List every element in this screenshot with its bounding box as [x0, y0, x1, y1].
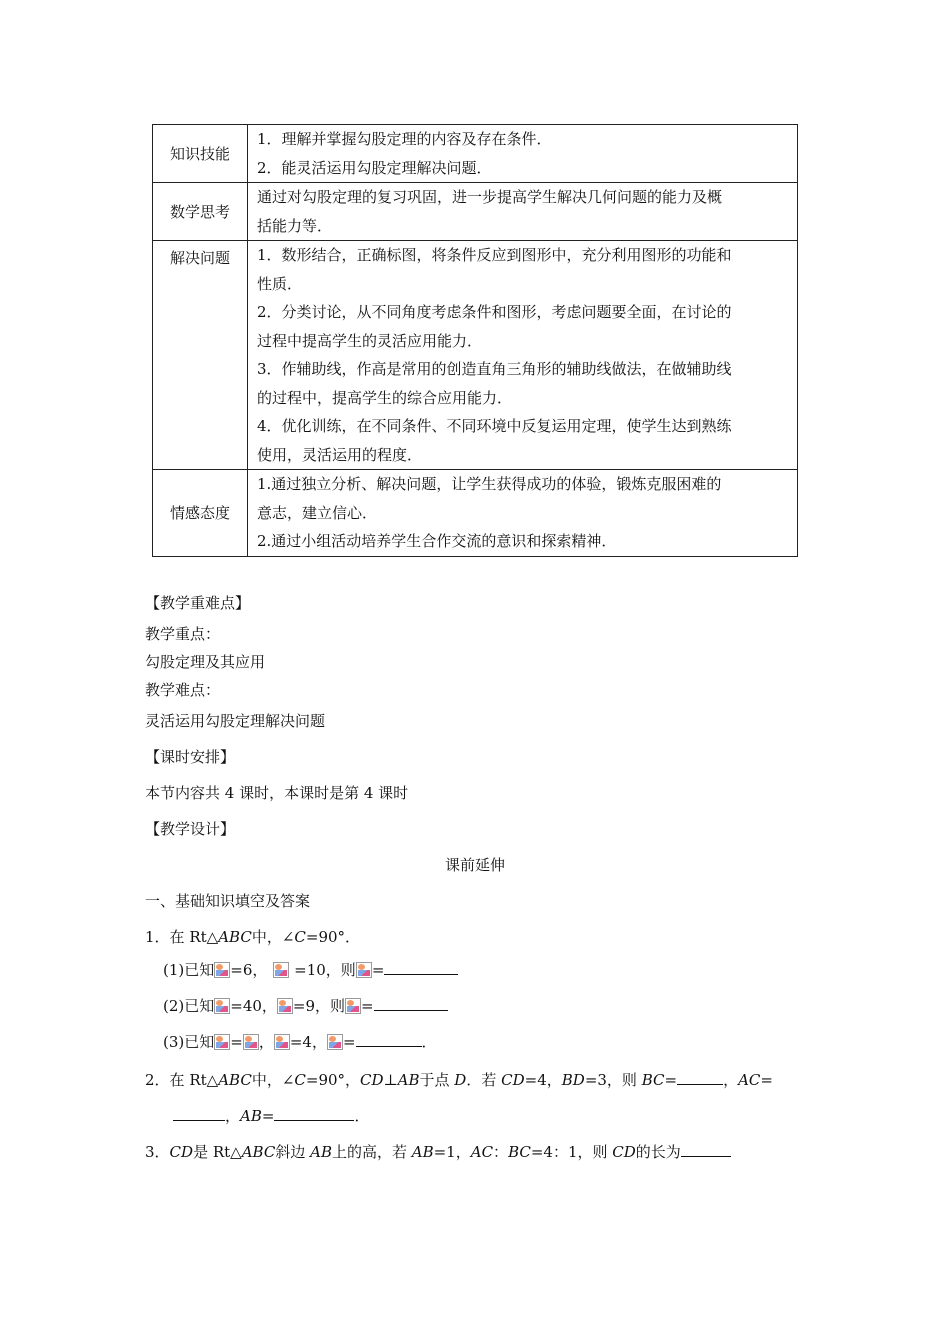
q-text: ：	[493, 1143, 509, 1161]
q-text: 在 Rt△	[169, 928, 219, 946]
q-var: BD	[561, 1071, 585, 1089]
broken-image-icon	[327, 1034, 343, 1050]
q-var: CD	[360, 1071, 384, 1089]
answer-blank[interactable]	[274, 1106, 354, 1121]
question-1-part-2	[163, 996, 448, 1016]
q-var: AC	[738, 1071, 761, 1089]
q-var: ABC	[218, 928, 252, 946]
q-text: =6，	[230, 961, 268, 979]
content-line: 的过程中，提高学生的综合应用能力．	[257, 388, 513, 407]
q-var: AB	[397, 1071, 420, 1089]
q-var: ABC	[241, 1143, 276, 1161]
focus-label: 教学重点：	[145, 625, 221, 643]
question-number: 1．	[145, 928, 170, 946]
design-heading: 【教学设计】	[145, 820, 236, 838]
q-text: =	[261, 1107, 275, 1125]
question-number: 2．	[145, 1071, 170, 1089]
q-text: =3，则	[584, 1071, 642, 1089]
section-title: 课前延伸	[444, 856, 505, 874]
content-line: 4．优化训练，在不同条件、不同环境中反复运用定理，使学生达到熟练	[257, 417, 732, 435]
part-title: 一、基础知识填空及答案	[145, 892, 311, 910]
q-text: 于点	[419, 1071, 455, 1089]
broken-image-icon	[214, 998, 230, 1014]
q-text: =4：1，则	[530, 1143, 613, 1161]
q-text: ．	[421, 1033, 437, 1051]
content-line: 1.通过独立分析、解决问题，让学生获得成功的体验，锻炼克服困难的	[257, 475, 722, 493]
key-points-heading: 【教学重难点】	[145, 594, 251, 612]
broken-image-icon	[214, 1034, 230, 1050]
q-var: AB	[411, 1143, 434, 1161]
q-text: ．若	[466, 1071, 502, 1089]
q-text: ，	[225, 1107, 241, 1125]
broken-image-icon	[345, 998, 361, 1014]
question-2	[145, 1070, 773, 1090]
q-var: C	[294, 1071, 306, 1089]
content-line: 3．作辅助线，作高是常用的创造直角三角形的辅助线做法，在做辅助线	[257, 360, 732, 378]
difficulty-text: 灵活运用勾股定理解决问题	[145, 712, 326, 730]
broken-image-icon	[273, 962, 289, 978]
q-text: =	[760, 1071, 773, 1089]
row-content	[248, 470, 798, 557]
answer-blank[interactable]	[384, 960, 458, 975]
q-var: AB	[240, 1107, 262, 1125]
table-row	[153, 183, 798, 241]
row-content	[248, 183, 798, 241]
content-line: 意志，建立信心．	[257, 503, 378, 522]
content-line: 2.通过小组活动培养学生合作交流的意识和探索精神．	[257, 532, 617, 550]
q-text: ，	[258, 1033, 274, 1051]
q-text: ，	[723, 1071, 739, 1089]
q-var: C	[294, 928, 306, 946]
q-text: 的长为	[635, 1143, 681, 1161]
q-text: =90°，	[305, 1071, 361, 1089]
content-line: 1．数形结合，正确标图，将条件反应到图形中，充分利用图形的功能和	[257, 246, 732, 264]
q-text: =	[342, 1033, 356, 1051]
broken-image-icon	[274, 1034, 290, 1050]
q-var: AB	[310, 1143, 332, 1161]
q-text: 是 Rt△	[193, 1143, 242, 1161]
question-1-part-1	[163, 960, 458, 980]
content-line: 性质．	[257, 274, 303, 293]
row-content	[248, 241, 798, 470]
question-1	[145, 927, 360, 947]
row-label: 情感态度	[153, 470, 248, 557]
row-label: 知识技能	[153, 125, 248, 183]
difficulty-label: 教学难点：	[145, 681, 221, 699]
broken-image-icon	[243, 1034, 259, 1050]
q-var: CD	[501, 1071, 525, 1089]
content-line: 使用，灵活运用的程度．	[257, 445, 423, 464]
q-text: 斜边	[275, 1143, 311, 1161]
q-text: ．	[354, 1107, 370, 1125]
q-text: 上的高，若	[331, 1143, 412, 1161]
question-number: 3．	[145, 1143, 170, 1161]
content-line: 过程中提高学生的灵活应用能力．	[257, 331, 483, 350]
q-text: =	[371, 961, 385, 979]
q-text: (2)已知	[163, 997, 215, 1015]
q-text: (1)已知	[163, 961, 215, 979]
q-var: BC	[641, 1071, 665, 1089]
q-text: 中，∠	[251, 928, 295, 946]
q-text: =40，	[230, 997, 277, 1015]
broken-image-icon	[356, 962, 372, 978]
table-row	[153, 241, 798, 470]
content-line: 1．理解并掌握勾股定理的内容及存在条件．	[257, 130, 552, 148]
q-text: =90°．	[305, 928, 361, 946]
broken-image-icon	[277, 998, 293, 1014]
row-label: 解决问题	[153, 241, 248, 470]
schedule-heading: 【课时安排】	[145, 748, 236, 766]
q-text: 在 Rt△	[169, 1071, 219, 1089]
q-text: =10，则	[289, 961, 356, 979]
q-var: BC	[508, 1143, 531, 1161]
teaching-goals-table	[152, 124, 798, 557]
q-var: AC	[470, 1143, 494, 1161]
content-line: 通过对勾股定理的复习巩固，进一步提高学生解决几何问题的能力及概	[257, 188, 723, 206]
broken-image-icon	[214, 962, 230, 978]
table-row	[153, 125, 798, 183]
question-2-line-2	[173, 1106, 369, 1126]
focus-text: 勾股定理及其应用	[145, 653, 266, 671]
q-text: (3)已知	[163, 1033, 215, 1051]
row-label: 数学思考	[153, 183, 248, 241]
question-1-part-3	[163, 1032, 437, 1052]
content-line: 2．分类讨论，从不同角度考虑条件和图形，考虑问题要全面，在讨论的	[257, 303, 732, 321]
q-var: ABC	[218, 1071, 252, 1089]
q-text: =1，	[433, 1143, 471, 1161]
q-text: =	[664, 1071, 678, 1089]
content-line: 括能力等．	[257, 216, 333, 235]
question-3	[145, 1142, 731, 1162]
q-text: =4，	[289, 1033, 327, 1051]
schedule-text: 本节内容共 4 课时，本课时是第 4 课时	[145, 784, 409, 802]
content-line: 2．能灵活运用勾股定理解决问题．	[257, 158, 492, 177]
q-text: 中，∠	[251, 1071, 295, 1089]
answer-blank[interactable]	[677, 1070, 723, 1085]
q-var: CD	[169, 1143, 194, 1161]
q-var: D	[454, 1071, 467, 1089]
q-text: =	[230, 1033, 243, 1051]
answer-blank[interactable]	[681, 1142, 731, 1157]
q-text: =4，	[524, 1071, 562, 1089]
q-text: =	[361, 997, 374, 1015]
q-text: ⊥	[383, 1071, 398, 1089]
answer-blank[interactable]	[356, 1032, 422, 1047]
q-text: =9，则	[292, 997, 346, 1015]
q-var: CD	[612, 1143, 636, 1161]
row-content	[248, 125, 798, 183]
answer-blank[interactable]	[173, 1106, 225, 1121]
answer-blank[interactable]	[374, 996, 448, 1011]
table-row	[153, 470, 798, 557]
